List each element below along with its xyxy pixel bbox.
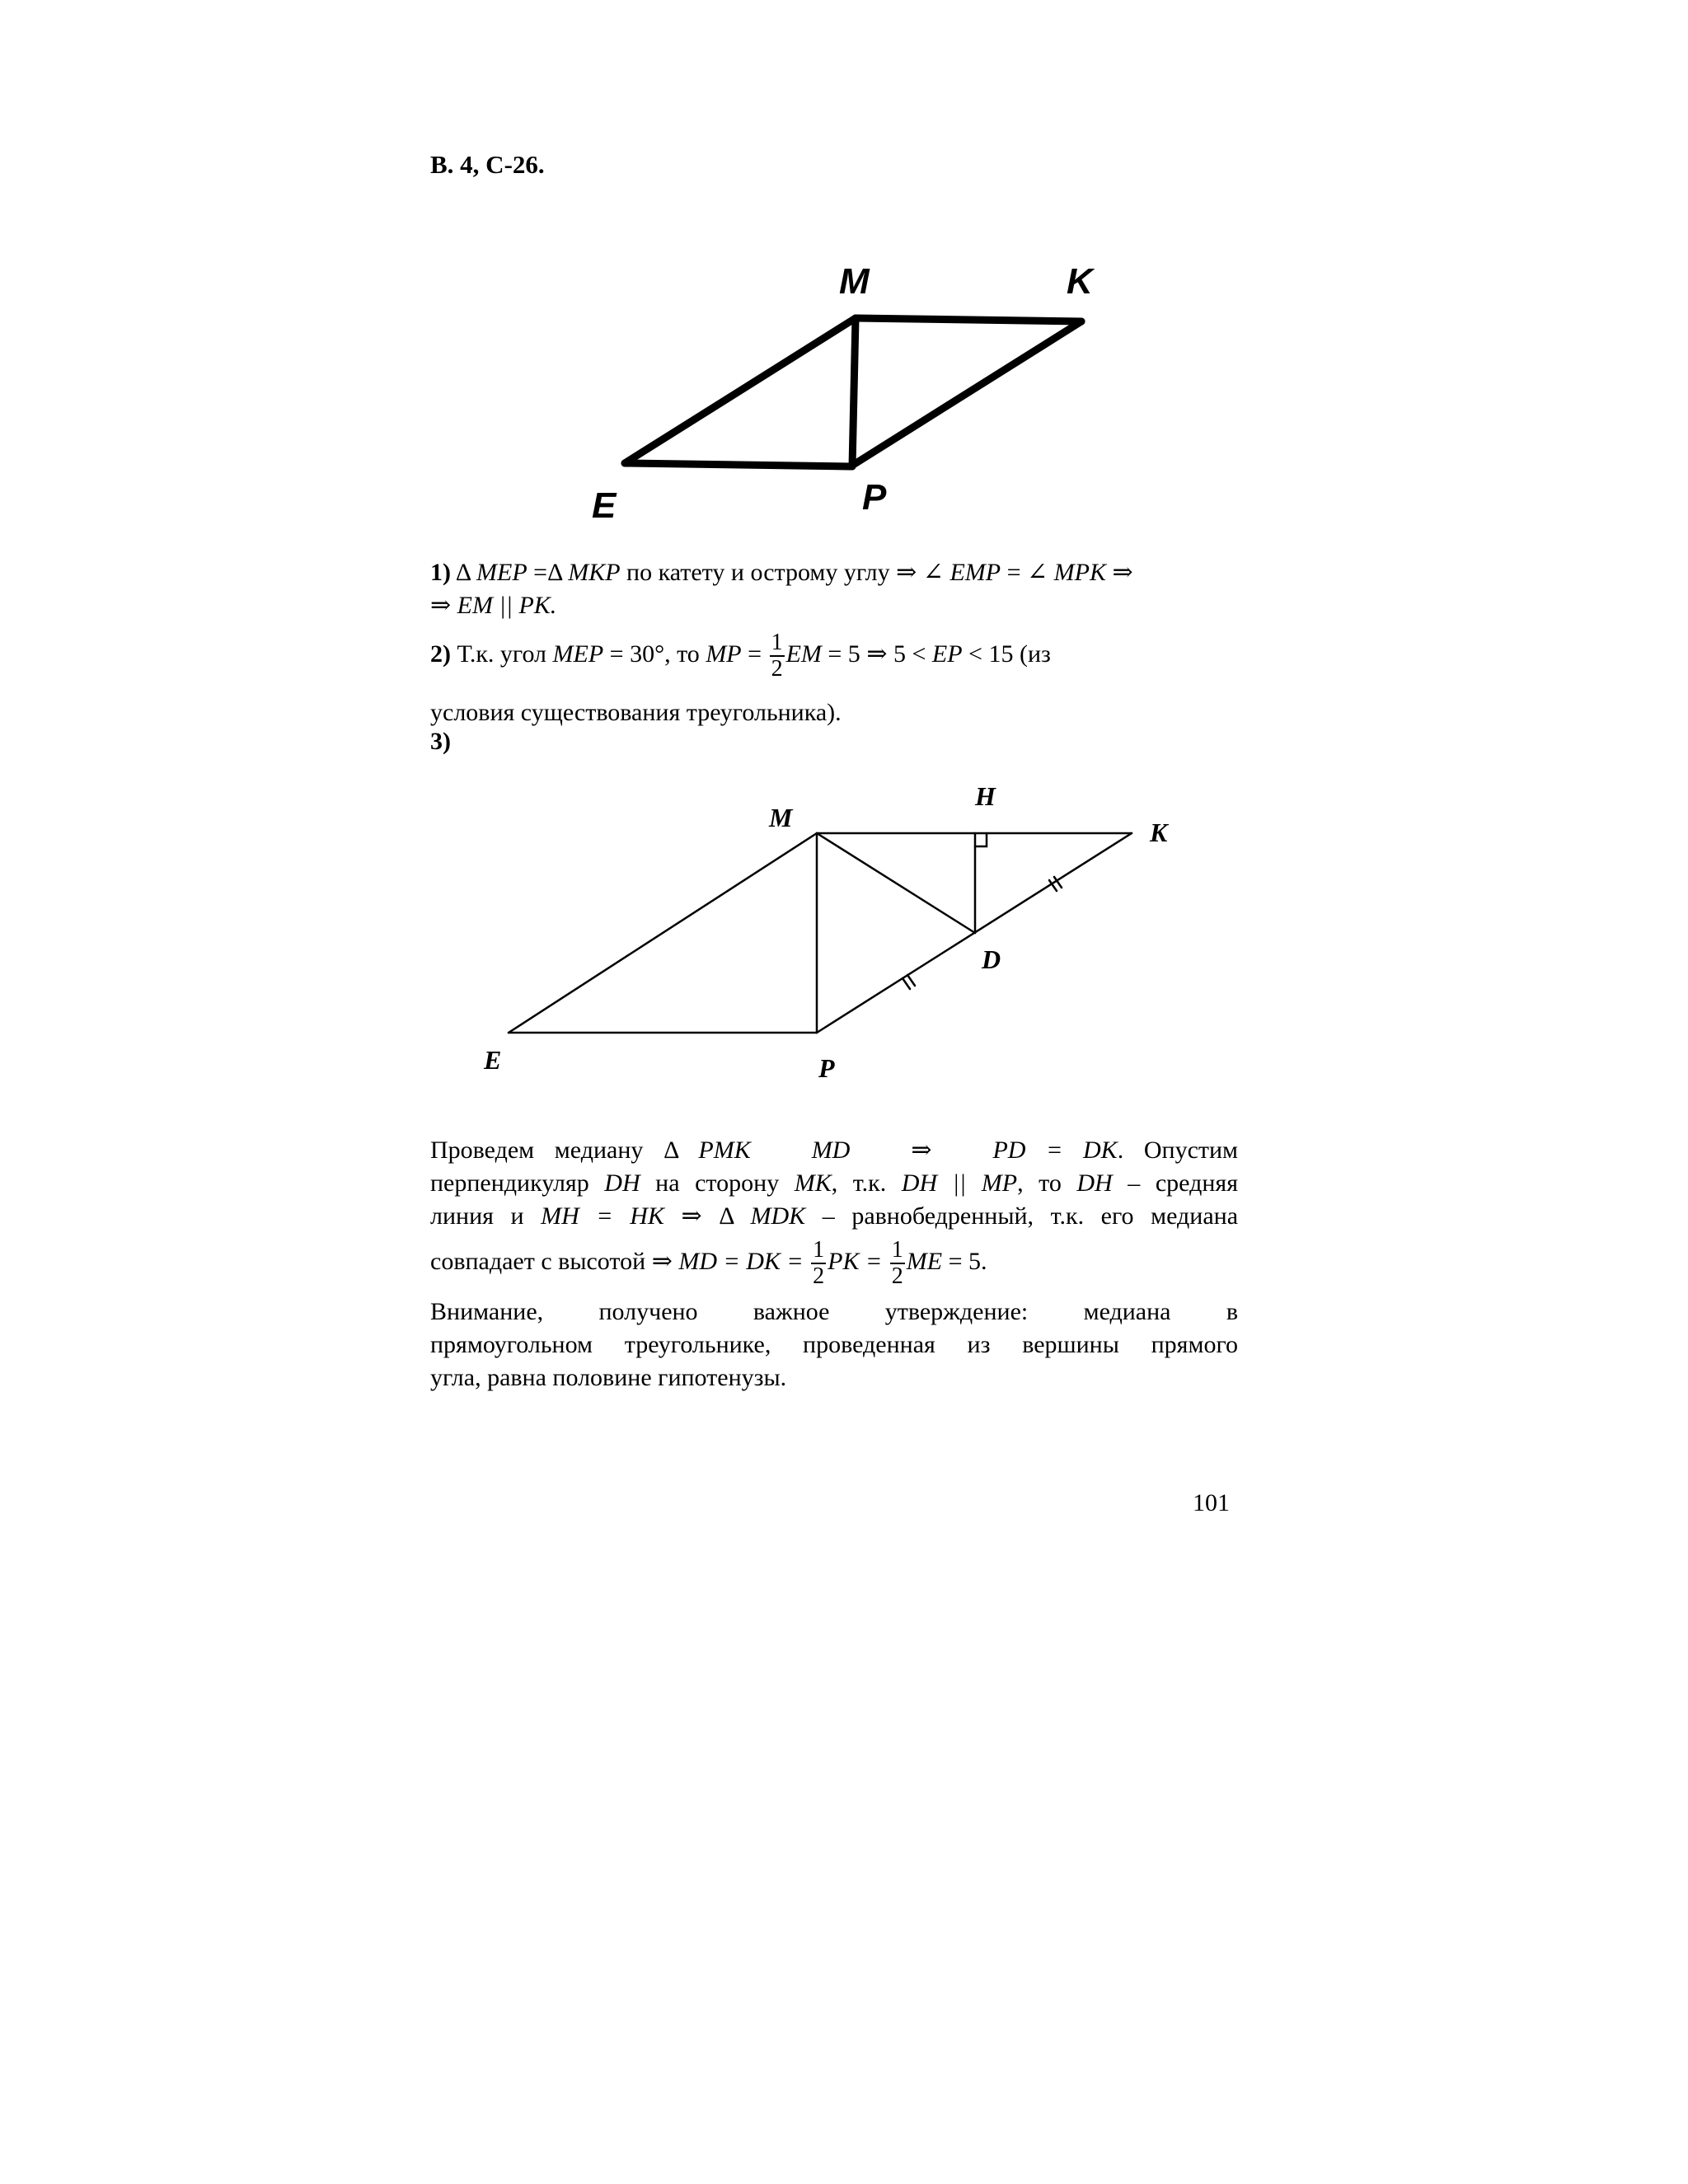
step-3-label: 3) bbox=[430, 728, 451, 755]
implies-symbol: ⇒ bbox=[896, 559, 917, 586]
para-2-line-1: Внимание, получено важное утверждение: медиана в bbox=[430, 1298, 1238, 1325]
segment-em bbox=[509, 833, 817, 1033]
fraction-one-half: $\frac{1}{2}$ bbox=[891, 1237, 903, 1289]
label-d: D bbox=[982, 944, 1001, 974]
fraction-one-half: $\frac{1}{2}$ bbox=[813, 1237, 825, 1289]
label-k: K bbox=[1150, 818, 1168, 847]
label-e: E bbox=[592, 485, 617, 526]
para-1-line-3: линия и MH = HK ⇒ Δ MDK – равнобедренный, т.к. его медиана bbox=[430, 1202, 1239, 1230]
label-h: H bbox=[975, 781, 996, 811]
section-heading: В. 4, С-26. bbox=[430, 150, 545, 179]
para-2-line-2: прямоугольном треугольнике, проведенная из вершины прямого bbox=[430, 1331, 1238, 1358]
step-2-line-2: условия существования треугольника). bbox=[430, 699, 842, 726]
figure-parallelogram-emkp bbox=[577, 247, 1121, 544]
implies-symbol: ⇒ bbox=[866, 640, 888, 668]
label-m: M bbox=[769, 803, 793, 832]
segment-pe bbox=[625, 463, 851, 466]
step-1-line-2: ⇒ EM || PK. bbox=[430, 592, 557, 619]
label-p: P bbox=[862, 477, 887, 518]
tick-pd-2 bbox=[907, 975, 915, 986]
segment-em bbox=[625, 318, 856, 463]
para-1-line-4: совпадает с высотой ⇒ MD = DK = $\frac{1}{2}$ PK = $\frac{1}{2}$ ME = 5. bbox=[430, 1237, 987, 1289]
label-m: M bbox=[839, 261, 870, 302]
implies-symbol: ⇒ bbox=[681, 1202, 702, 1230]
step-2-line-1: 2) Т.к. угол MEP = 30°, то MP = $\frac{1}{2}$ EM = 5 ⇒ 5 < EP < 15 (из bbox=[430, 630, 1051, 682]
segment-mp bbox=[852, 318, 856, 466]
implies-symbol: ⇒ bbox=[911, 1137, 932, 1164]
figure-median-construction bbox=[457, 771, 1216, 1100]
label-e: E bbox=[484, 1045, 502, 1075]
para-1-line-2: перпендикуляр DH на сторону MK, т.к. DH || MP, то DH – средняя bbox=[430, 1169, 1238, 1197]
segment-kp bbox=[851, 321, 1081, 466]
step-1-line-1: 1) Δ MEP =Δ MKP по катету и острому углу ⇒ ∠ EMP = ∠ MPK ⇒ bbox=[430, 559, 1133, 586]
segment-md bbox=[817, 833, 975, 933]
fraction-one-half: $\frac{1}{2}$ bbox=[771, 630, 783, 682]
right-angle-mark bbox=[975, 833, 987, 846]
tick-pd-1 bbox=[903, 978, 910, 989]
para-1-line-1: Проведем медиану Δ PMK MD ⇒ PD = DK. Опустим bbox=[430, 1137, 1239, 1164]
label-p: P bbox=[818, 1053, 835, 1083]
implies-symbol: ⇒ bbox=[651, 1247, 673, 1275]
implies-symbol: ⇒ bbox=[1112, 559, 1133, 586]
label-k: K bbox=[1067, 261, 1093, 302]
para-2-line-3: угла, равна половине гипотенузы. bbox=[430, 1364, 787, 1391]
page-number: 101 bbox=[1193, 1489, 1230, 1516]
segment-mk bbox=[856, 318, 1081, 321]
implies-symbol: ⇒ bbox=[430, 592, 452, 619]
